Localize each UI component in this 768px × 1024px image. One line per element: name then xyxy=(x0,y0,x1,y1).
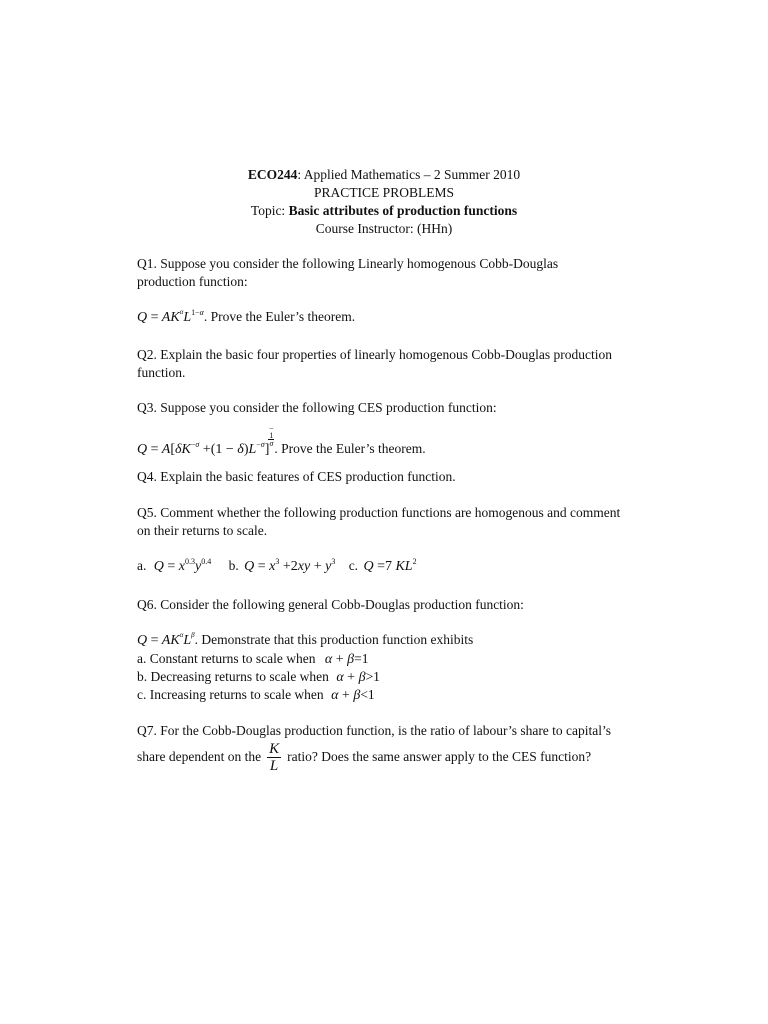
q7-line1: Q7. For the Cobb-Douglas production function, is the ratio of labour’s share to capital’s xyxy=(137,723,612,738)
q6-b-condition: α + β xyxy=(336,670,366,685)
q5-formulas-line xyxy=(137,557,417,575)
q5-line1: Q5. Comment whether the following production functions are homogenous and comment xyxy=(137,505,621,520)
q6-a-value: =1 xyxy=(354,651,369,666)
document-header xyxy=(0,166,768,238)
q6-c-line xyxy=(137,686,375,704)
q2-line1: Q2. Explain the basic four properties of linearly homogenous Cobb-Douglas production xyxy=(137,347,613,362)
q1-line2: production function: xyxy=(137,274,248,289)
course-title xyxy=(0,166,768,184)
q1-formula-text: . Prove the Euler’s theorem. xyxy=(203,309,356,324)
q7-line2 xyxy=(137,740,591,774)
q6-b-line xyxy=(137,668,380,686)
q7-text-after: ratio? Does the same answer apply to the CES function? xyxy=(287,749,592,764)
q5-a-formula: $Q = x^{0.3}y^{0.4}$ xyxy=(153,557,212,574)
topic-line xyxy=(0,202,768,220)
course-code: ECO244 xyxy=(247,167,298,182)
q6-a-condition: α + β xyxy=(324,652,355,667)
topic-label: Topic: xyxy=(250,203,289,218)
q1-formula: $Q = AK^\alpha L^{1-\alpha}$ xyxy=(137,308,204,325)
instructor-line: Course Instructor: (HHn) xyxy=(315,221,453,236)
q5-b-label: b. xyxy=(228,558,239,573)
q3-formula: $Q = A[\delta K^{-\sigma} +(1 - \delta)L^{-\sigma}]-$ 1 σ xyxy=(137,424,274,457)
q2-line2: function. xyxy=(137,365,186,380)
q6-b-text: b. Decreasing returns to scale when xyxy=(137,669,329,684)
q5-b-formula: $Q = x^3 +2xy + y^3$ xyxy=(244,557,336,574)
topic-value: Basic attributes of production functions xyxy=(288,203,518,218)
q6-a-line xyxy=(137,650,368,668)
q5-line2: on their returns to scale. xyxy=(137,523,268,538)
q6-b-value: >1 xyxy=(365,669,380,684)
q5-a-label: a. xyxy=(137,558,147,573)
q6-a-text: a. Constant returns to scale when xyxy=(137,651,316,666)
q1-formula-line xyxy=(137,308,355,326)
q6-line1: Q6. Consider the following general Cobb-Douglas production function: xyxy=(137,597,524,612)
q6-c-value: <1 xyxy=(360,687,375,702)
q5-c-formula: Q =7 $KL^2$ xyxy=(363,557,417,574)
q6-formula-line xyxy=(137,631,473,649)
q3-line1: Q3. Suppose you consider the following CES production function: xyxy=(137,400,497,415)
q7-k-over-l-fraction: $\frac{K}{L}$ xyxy=(269,741,280,775)
q6-c-text: c. Increasing returns to scale when xyxy=(137,687,324,702)
q3-formula-line xyxy=(137,425,426,458)
q6-formula: $Q = AK^\alpha L^\beta$ xyxy=(137,631,195,648)
q4-line1: Q4. Explain the basic features of CES production function. xyxy=(137,469,456,484)
document-subtitle: PRACTICE PROBLEMS xyxy=(314,185,454,200)
q3-formula-text: . Prove the Euler’s theorem. xyxy=(274,441,426,456)
course-name: : Applied Mathematics – 2 Summer 2010 xyxy=(297,167,521,182)
q6-formula-text: . Demonstrate that this production function exhibits xyxy=(194,632,474,647)
q1-line1: Q1. Suppose you consider the following Linearly homogenous Cobb-Douglas xyxy=(137,256,559,271)
q5-c-label: c. xyxy=(348,558,359,573)
q7-text-before: share dependent on the xyxy=(137,749,262,764)
q6-c-condition: α + β xyxy=(331,688,361,703)
